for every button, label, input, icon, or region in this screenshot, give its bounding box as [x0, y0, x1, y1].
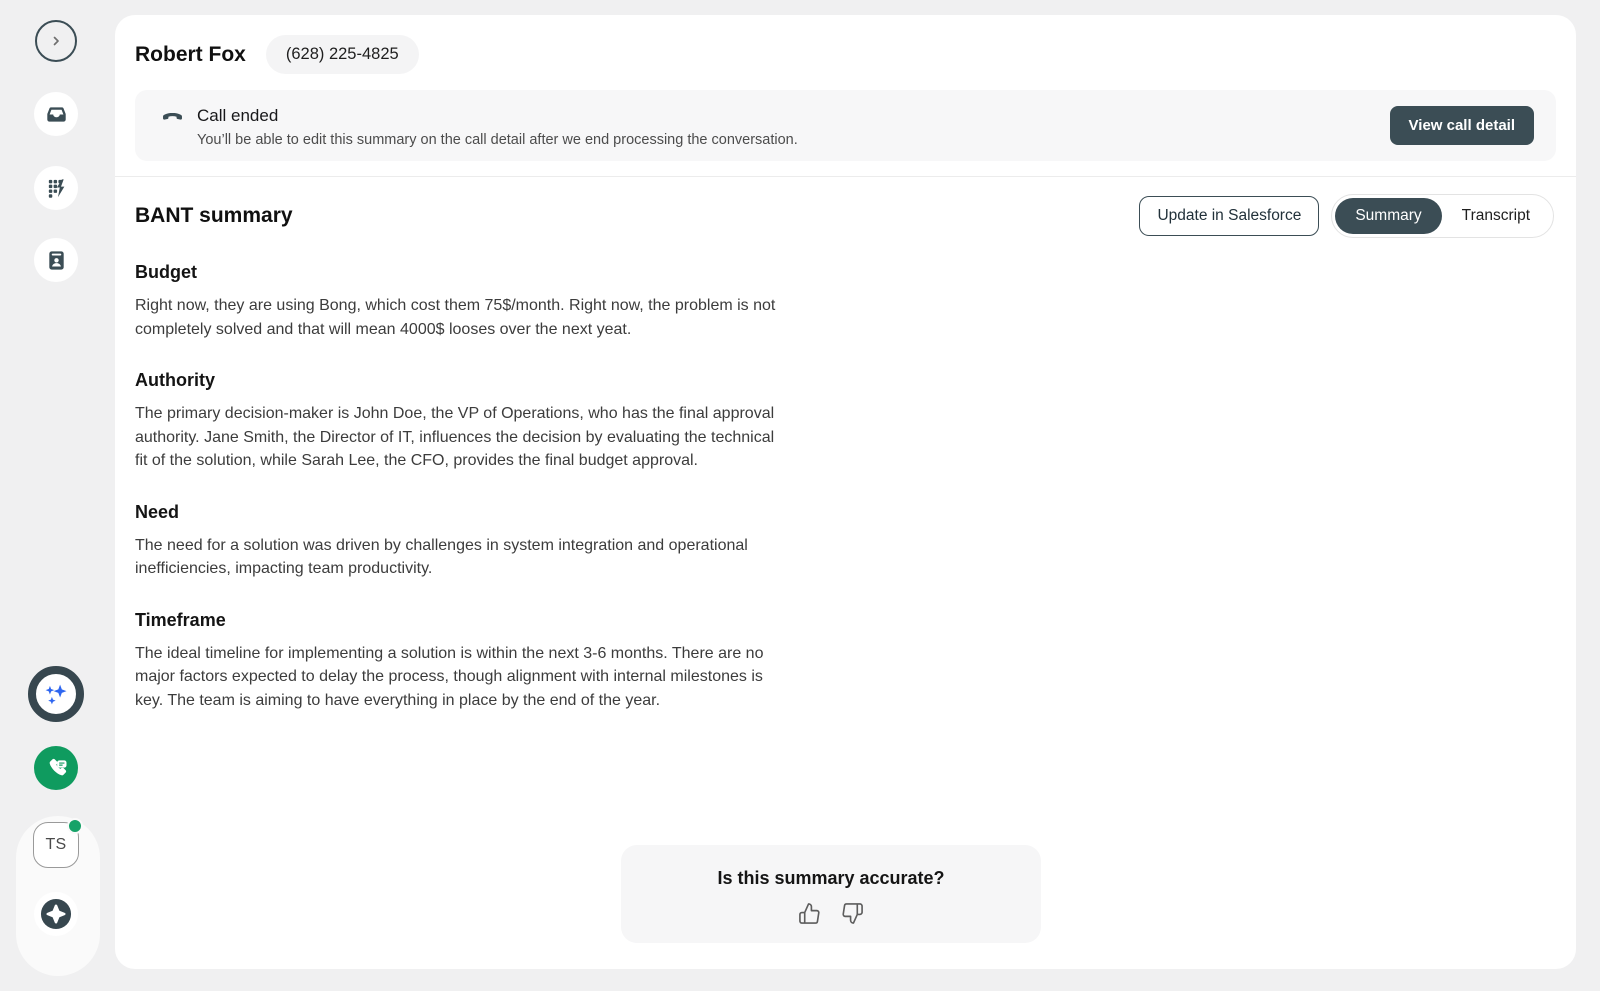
call-ended-subtitle: You’ll be able to edit this summary on the call detail after we end processing the conversation.	[197, 132, 798, 148]
call-ended-text-block	[160, 103, 798, 148]
section-body: The ideal timeline for implementing a solution is within the next 3-6 months. There are no major factors expected to delay the process, though alignment with internal milestones is key. The team is aiming to have everything in place by the end of the year.	[135, 644, 764, 709]
section-timeframe	[135, 610, 1556, 713]
section-body: Right now, they are using Bong, which cost them 75$/month. Right now, the problem is not completely solved and that will mean 4000$ looses over the next yeat.	[135, 297, 776, 338]
contact-header	[115, 15, 1576, 74]
contact-name: Robert Fox	[135, 42, 246, 66]
phone-transcript-icon	[44, 756, 69, 781]
section-heading: Budget	[135, 262, 197, 282]
dialpad-lightning-icon	[45, 177, 68, 200]
call-ended-title: Call ended	[197, 105, 279, 125]
summary-title: BANT summary	[135, 204, 293, 227]
sidebar-item-active-call[interactable]	[34, 746, 78, 790]
sidebar-item-user-avatar[interactable]	[33, 822, 79, 868]
section-heading: Authority	[135, 370, 215, 390]
section-heading: Timeframe	[135, 609, 226, 630]
sidebar-item-apps[interactable]	[34, 892, 78, 936]
call-ended-icon	[160, 103, 185, 128]
section-budget	[135, 262, 1556, 341]
tab-summary[interactable]: Summary	[1335, 198, 1441, 234]
expand-sidebar-button[interactable]	[35, 20, 77, 62]
sidebar	[0, 0, 115, 991]
phone-number-pill: (628) 225-4825	[266, 35, 419, 74]
avatar-initials: TS	[45, 836, 67, 853]
sidebar-item-inbox[interactable]	[34, 92, 78, 136]
section-heading: Need	[135, 501, 180, 522]
section-authority	[135, 370, 1556, 473]
chevron-right-icon	[50, 35, 62, 47]
thumbs-down-button[interactable]	[841, 902, 864, 925]
summary-feedback-box	[621, 845, 1041, 943]
sidebar-item-ai[interactable]	[28, 666, 84, 722]
summary-toolbar	[115, 177, 1576, 238]
sidebar-item-power-dialer[interactable]	[34, 166, 78, 210]
feedback-question: Is this summary accurate?	[717, 868, 945, 888]
sidebar-item-contacts[interactable]	[34, 238, 78, 282]
summary-transcript-toggle	[1331, 194, 1554, 238]
bant-sections	[115, 238, 1576, 712]
ai-sparkles-icon	[42, 680, 70, 708]
section-need	[135, 502, 1556, 581]
call-ended-banner	[135, 90, 1556, 161]
inbox-icon	[45, 103, 68, 126]
thumbs-up-button[interactable]	[798, 902, 821, 925]
section-body: The primary decision-maker is John Doe, the VP of Operations, who has the final approval authority. Jane Smith, the Director of IT, influences the decision by evaluating the technical fit of the solution, while Sarah Lee, the CFO, provides the final budget approval.	[135, 405, 775, 469]
view-call-detail-button[interactable]: View call detail	[1390, 106, 1534, 145]
tab-transcript[interactable]: Transcript	[1461, 207, 1530, 224]
section-body: The need for a solution was driven by challenges in system integration and operational inefficiencies, impacting team productivity.	[135, 536, 748, 577]
contact-book-icon	[45, 249, 68, 272]
update-in-salesforce-button[interactable]: Update in Salesforce	[1139, 196, 1319, 236]
clover-icon	[37, 895, 75, 933]
call-summary-panel	[115, 15, 1576, 969]
online-status-dot	[67, 818, 83, 834]
